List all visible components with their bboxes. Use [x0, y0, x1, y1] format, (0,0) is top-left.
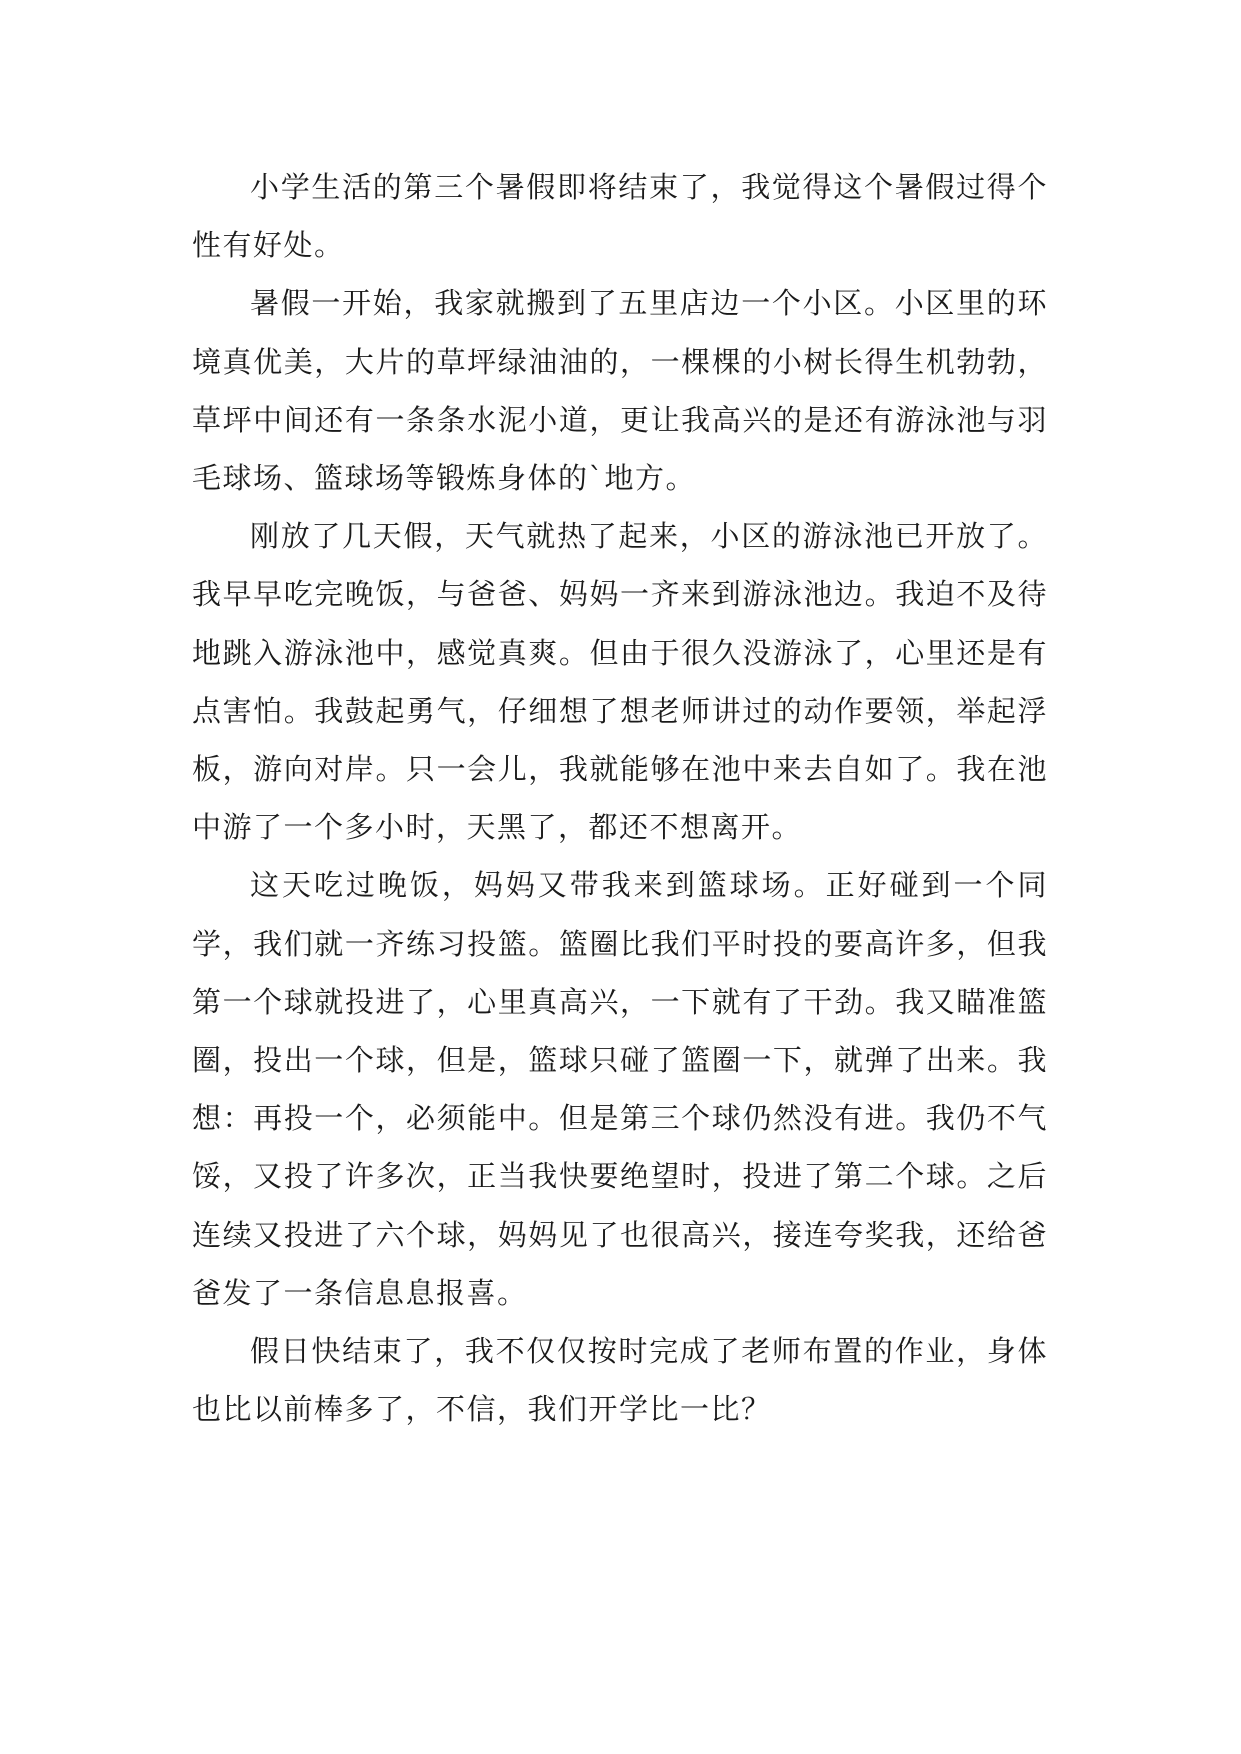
- paragraph: 假日快结束了，我不仅仅按时完成了老师布置的作业，身体也比以前棒多了，不信，我们开学比一比？: [192, 1334, 1048, 1427]
- paragraph: 刚放了几天假，天气就热了起来，小区的游泳池已开放了。我早早吃完晚饭，与爸爸、妈妈一齐来到游泳池边。我迫不及待地跳入游泳池中，感觉真爽。但由于很久没游泳了，心里还是有点害怕。我鼓起勇气，仔细想了想老师讲过的动作要领，举起浮板，游向对岸。只一会儿，我就能够在池中来去自如了。我在池中游了一个多小时，天黑了，都还不想离开。: [192, 519, 1048, 845]
- paragraph: 暑假一开始，我家就搬到了五里店边一个小区。小区里的环境真优美，大片的草坪绿油油的，一棵棵的小树长得生机勃勃，草坪中间还有一条条水泥小道，更让我高兴的是还有游泳池与羽毛球场、篮球场等锻炼身体的`地方。: [192, 286, 1048, 496]
- paragraph: 小学生活的第三个暑假即将结束了，我觉得这个暑假过得个性有好处。: [192, 170, 1048, 263]
- paragraph: 这天吃过晚饭，妈妈又带我来到篮球场。正好碰到一个同学，我们就一齐练习投篮。篮圈比我们平时投的要高许多，但我第一个球就投进了，心里真高兴，一下就有了干劲。我又瞄准篮圈，投出一个球，但是，篮球只碰了篮圈一下，就弹了出来。我想：再投一个，必须能中。但是第三个球仍然没有进。我仍不气馁，又投了许多次，正当我快要绝望时，投进了第二个球。之后连续又投进了六个球，妈妈见了也很高兴，接连夸奖我，还给爸爸发了一条信息息报喜。: [192, 868, 1048, 1310]
- document-body: [192, 158, 1048, 1438]
